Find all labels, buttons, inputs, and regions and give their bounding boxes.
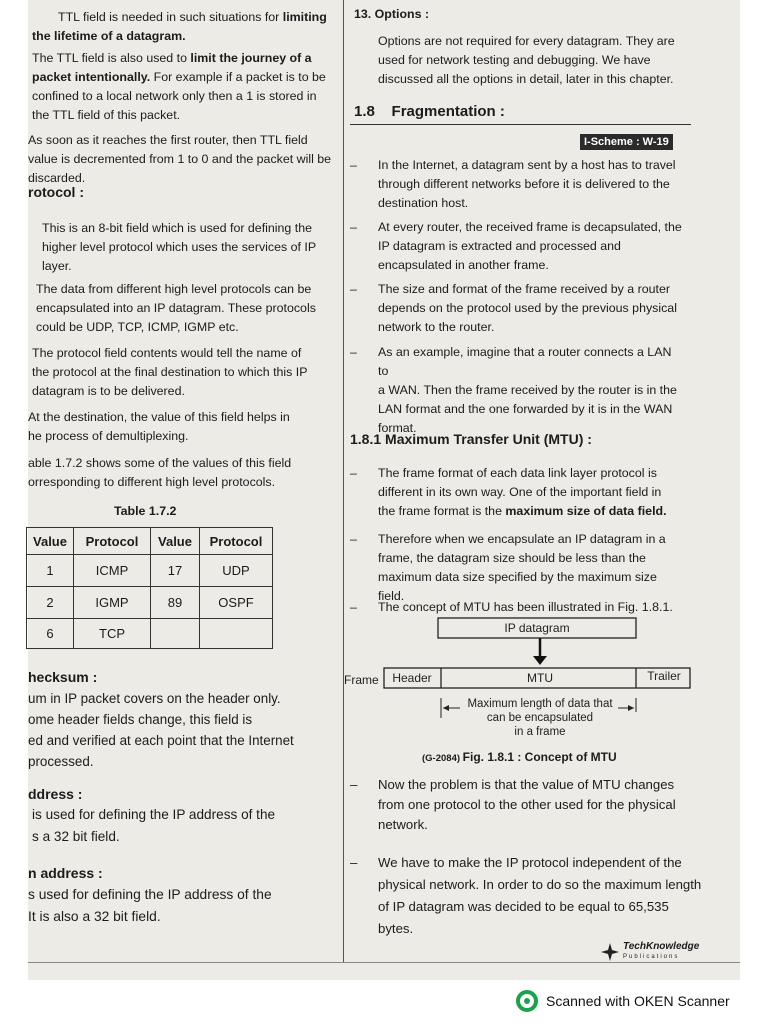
address-heading: ddress : <box>28 786 83 802</box>
header-label: Header <box>392 671 432 685</box>
mtu-figure <box>344 612 700 752</box>
protocol-para-2: The data from different high level protocols can be encapsulated into an IP datagram. These protocols could be UDP, TCP, ICMP, IGMP etc. <box>36 282 316 334</box>
caption-line-2: can be encapsulated <box>486 712 594 724</box>
address-para: is used for defining the IP address of the s a 32 bit field. <box>32 807 276 844</box>
footer-rule <box>28 962 740 963</box>
checksum-para: um in IP packet covers on the header only. ome header fields change, this field is ed and verified at each point that the Internet processed. <box>28 691 294 769</box>
oken-scanner-logo-icon <box>516 990 538 1012</box>
scanner-text: Scanned with OKEN Scanner <box>546 993 730 1009</box>
publisher-logo: TechKnowledge Publications <box>600 942 699 962</box>
table-header-cell: Value <box>151 528 200 555</box>
ttl-para-2: The TTL field is also used to limit the journey of a packet intentionally. For example if a packet is to be confined to a local network only then a 1 is stored in the TTL field of this packet. <box>32 51 326 122</box>
table-cell: TCP <box>74 619 151 649</box>
bullet-dash: – <box>350 220 357 234</box>
protocol-para-4: At the destination, the value of this field helps in he process of demultiplexing. <box>28 410 290 443</box>
mtu-label: MTU <box>527 671 553 685</box>
destination-address-heading: n address : <box>28 865 103 881</box>
table-row <box>27 587 273 619</box>
table-cell: 1 <box>27 555 74 587</box>
arrowhead-icon <box>533 656 547 665</box>
bullet-dash: – <box>350 532 357 546</box>
table-cell <box>200 619 273 649</box>
frame-label: Frame <box>344 673 379 687</box>
caption-line-3: in a frame <box>514 726 566 738</box>
protocol-values-table <box>26 527 273 649</box>
ttl-line-2: the lifetime of a datagram. <box>32 29 186 43</box>
table-cell: IGMP <box>74 587 151 619</box>
table-row <box>27 555 273 587</box>
protocol-para-1: This is an 8-bit field which is used for defining the higher level protocol which uses the services of IP layer. <box>42 221 317 273</box>
bullet-dash: – <box>350 345 357 359</box>
protocol-para-5: able 1.7.2 shows some of the values of this field orresponding to different high level protocols. <box>28 456 292 489</box>
checksum-heading: hecksum : <box>28 669 98 685</box>
section-heading: 1.8 Fragmentation : <box>354 103 505 120</box>
table-header-row <box>27 528 273 555</box>
table-cell: OSPF <box>200 587 273 619</box>
subsection-heading: 1.8.1 Maximum Transfer Unit (MTU) : <box>350 431 592 447</box>
ip-datagram-label: IP datagram <box>504 621 570 635</box>
table-title: Table 1.7.2 <box>114 504 177 518</box>
section-underline <box>350 124 691 125</box>
bullet-dash: – <box>350 600 357 614</box>
scanned-page: TTL field is needed in such situations for limiting the lifetime of a datagram. The TTL field is also used to limit the journey of a packet intentionally. For example if a packet is to be confined to a local network only then a 1 is stored in the TTL field of this packet. As soon as it reaches the first router, then TTL field value is decremented from 1 to 0 and the packet will be discarded. rotocol : This is an 8-bit field which is used for defining the higher level protocol which uses the services of IP layer. The data from different high level protocols can be encapsulated into an IP datagram. These protocols could be UDP, TCP, ICMP, IGMP etc. The protocol field contents would tell the name of the protocol at the final destination to which this IP datagram is to be delivered. At the destination, the value of this field helps in he process of demultiplexing. able 1.7.2 shows some of the values of this field orresponding to different high level protocols. Table 1.7.2 Value Protocol Value Protocol 1 ICMP 17 UDP 2 IGMP 89 OSPF 6 TCP hecksum : um in IP packet covers on the header only. ome header fields change, this field is ed and verified at each point that the Internet processed. ddress : is used for defining the IP address of the s a 32 bit field. n address : s used for defining the IP address of the It is also a 32 bit field. 13. Options : Options are not required for every datagram. They are used for network testing and debugging. We have discussed all the options in detail, later in this chapter. 1.8 Fragmentation : I-Scheme : W-19 – In the Internet, a datagram sent by a host has to travel through different networks before it is delivered to the destination host. – At every router, the received frame is decapsulated, the IP datagram is extracted and processed and encapsulated in another frame. – The size and format of the frame received by a router depends on the protocol used by the previous physical network to the router. – As an example, imagine that a router connects a LAN to a WAN. Then the frame received by the router is in the LAN format and the one forwarded by it is in the WAN format. 1.8.1 Maximum Transfer Unit (MTU) : – The frame format of each data link layer protocol is different in its own way. One of the important field in the frame format is the maximum size of data field. – Therefore when we encapsulate an IP datagram in a frame, the datagram size should be less than the maximum data size specified by the maximum size field. – The concept of MTU has been illustrated in Fig. 1.8.1. IP datagram Frame Header MTU Trailer Maximum length of data that can be encapsulated in a frame (G-2084) Fig. 1.8.1 : Concept of MTU – Now the problem is that the value of MTU changes from one protocol to the other used for the physical network. – We have to make the IP protocol independent of the physical network. In order to do so the maximum length of IP datagram was decided to be equal to 65,535 bytes. TechKnowledge Publications <box>28 0 740 980</box>
table-cell: ICMP <box>74 555 151 587</box>
ttl-para-3: As soon as it reaches the first router, then TTL field value is decremented from 1 to 0 and the packet will be discarded. <box>28 133 332 185</box>
protocol-heading: rotocol : <box>28 184 84 200</box>
bullet-dash: – <box>350 158 357 172</box>
bullet-dash: – <box>350 466 357 480</box>
trailer-label: Trailer <box>647 669 681 683</box>
scheme-badge: I-Scheme : W-19 <box>580 134 673 150</box>
table-cell: 2 <box>27 587 74 619</box>
figure-caption: (G-2084) Fig. 1.8.1 : Concept of MTU <box>422 750 617 764</box>
caption-line-1: Maximum length of data that <box>467 698 613 710</box>
column-divider <box>343 0 344 962</box>
table-header-cell: Protocol <box>74 528 151 555</box>
table-cell: UDP <box>200 555 273 587</box>
options-para: Options are not required for every datagram. They are used for network testing and debugging. We have discussed all the options in detail, later in this chapter. <box>378 34 675 86</box>
ttl-line-1: TTL field is needed in such situations for limiting <box>58 10 327 24</box>
bullet-dash: – <box>350 777 358 792</box>
table-header-cell: Value <box>27 528 74 555</box>
scanner-footer <box>516 990 730 1012</box>
bullet-dash: – <box>350 282 357 296</box>
table-cell: 6 <box>27 619 74 649</box>
table-header-cell: Protocol <box>200 528 273 555</box>
publisher-emblem-icon <box>600 942 620 962</box>
protocol-para-3: The protocol field contents would tell the name of the protocol at the final destination to which this IP datagram is to be delivered. <box>32 346 308 398</box>
destination-address-para: s used for defining the IP address of the It is also a 32 bit field. <box>28 887 272 924</box>
table-cell: 89 <box>151 587 200 619</box>
table-cell <box>151 619 200 649</box>
options-heading: 13. Options : <box>354 7 430 21</box>
table-row <box>27 619 273 649</box>
bullet-dash: – <box>350 855 358 870</box>
table-cell: 17 <box>151 555 200 587</box>
